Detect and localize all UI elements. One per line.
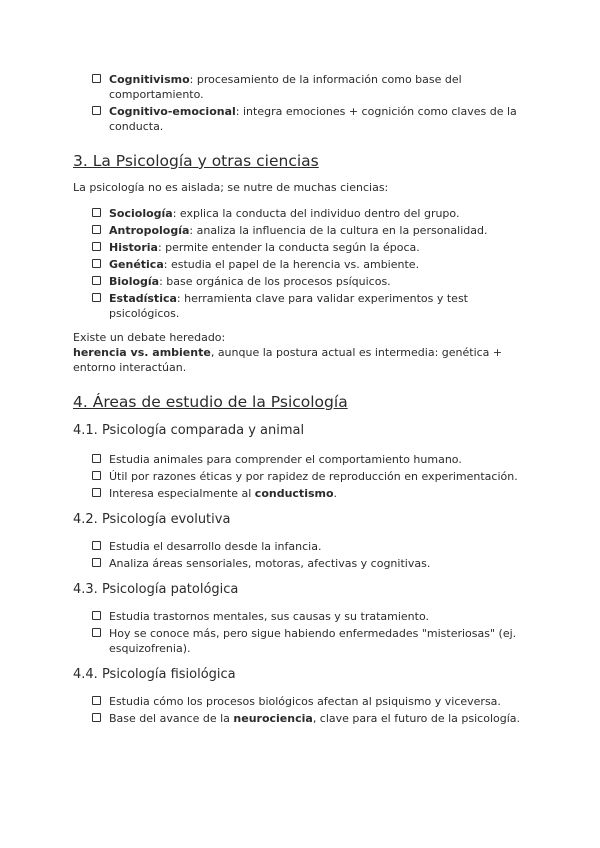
list-item: Antropología: analiza la influencia de la cultura en la personalidad. <box>92 223 533 238</box>
checkbox-icon[interactable] <box>92 471 101 480</box>
list-item: Estudia trastornos mentales, sus causas y su tratamiento. <box>92 609 533 624</box>
subsection-4-1-heading: 4.1. Psicología comparada y animal <box>73 423 305 438</box>
evolutive-list <box>73 539 533 571</box>
cognitive-list <box>73 72 533 134</box>
checkbox-icon[interactable] <box>92 713 101 722</box>
checkbox-icon[interactable] <box>92 541 101 550</box>
checkbox-icon[interactable] <box>92 454 101 463</box>
list-item: Estudia el desarrollo desde la infancia. <box>92 539 533 554</box>
checkbox-icon[interactable] <box>92 259 101 268</box>
list-item: Hoy se conoce más, pero sigue habiendo enfermedades "misteriosas" (ej. esquizofrenia). <box>92 626 533 656</box>
subsection-4-4-heading: 4.4. Psicología fisiológica <box>73 667 236 682</box>
checkbox-icon[interactable] <box>92 558 101 567</box>
list-item: Historia: permite entender la conducta según la época. <box>92 240 533 255</box>
sciences-list <box>73 206 533 321</box>
checkbox-icon[interactable] <box>92 628 101 637</box>
list-item: Genética: estudia el papel de la herencia vs. ambiente. <box>92 257 533 272</box>
list-item: Cognitivismo: procesamiento de la información como base del comportamiento. <box>92 72 533 102</box>
subsection-4-2-heading: 4.2. Psicología evolutiva <box>73 512 231 527</box>
debate-paragraph: Existe un debate heredado: herencia vs. ambiente, aunque la postura actual es intermedia: genética + entorno interactúan. <box>73 331 503 374</box>
subsection-4-3-heading: 4.3. Psicología patológica <box>73 582 239 597</box>
pathological-list <box>73 609 533 656</box>
checkbox-icon[interactable] <box>92 74 101 83</box>
comparative-list <box>73 452 533 501</box>
section-3-intro: La psicología no es aislada; se nutre de muchas ciencias: <box>73 181 389 194</box>
list-item: Cognitivo-emocional: integra emociones + cognición como claves de la conducta. <box>92 104 533 134</box>
checkbox-icon[interactable] <box>92 208 101 217</box>
section-4-heading: 4. Áreas de estudio de la Psicología <box>73 393 348 411</box>
list-item: Interesa especialmente al conductismo. <box>92 486 533 501</box>
checkbox-icon[interactable] <box>92 106 101 115</box>
physiological-list <box>73 694 533 726</box>
list-item: Estudia cómo los procesos biológicos afectan al psiquismo y viceversa. <box>92 694 533 709</box>
list-item: Biología: base orgánica de los procesos psíquicos. <box>92 274 533 289</box>
list-item: Estudia animales para comprender el comportamiento humano. <box>92 452 533 467</box>
list-item: Estadística: herramienta clave para validar experimentos y test psicológicos. <box>92 291 533 321</box>
checkbox-icon[interactable] <box>92 696 101 705</box>
checkbox-icon[interactable] <box>92 225 101 234</box>
list-item: Sociología: explica la conducta del individuo dentro del grupo. <box>92 206 533 221</box>
document-page <box>73 72 533 728</box>
checkbox-icon[interactable] <box>92 293 101 302</box>
list-item: Base del avance de la neurociencia, clave para el futuro de la psicología. <box>92 711 533 726</box>
checkbox-icon[interactable] <box>92 611 101 620</box>
checkbox-icon[interactable] <box>92 276 101 285</box>
checkbox-icon[interactable] <box>92 242 101 251</box>
checkbox-icon[interactable] <box>92 488 101 497</box>
section-3-heading: 3. La Psicología y otras ciencias <box>73 152 319 170</box>
list-item: Útil por razones éticas y por rapidez de reproducción en experimentación. <box>92 469 533 484</box>
list-item: Analiza áreas sensoriales, motoras, afectivas y cognitivas. <box>92 556 533 571</box>
